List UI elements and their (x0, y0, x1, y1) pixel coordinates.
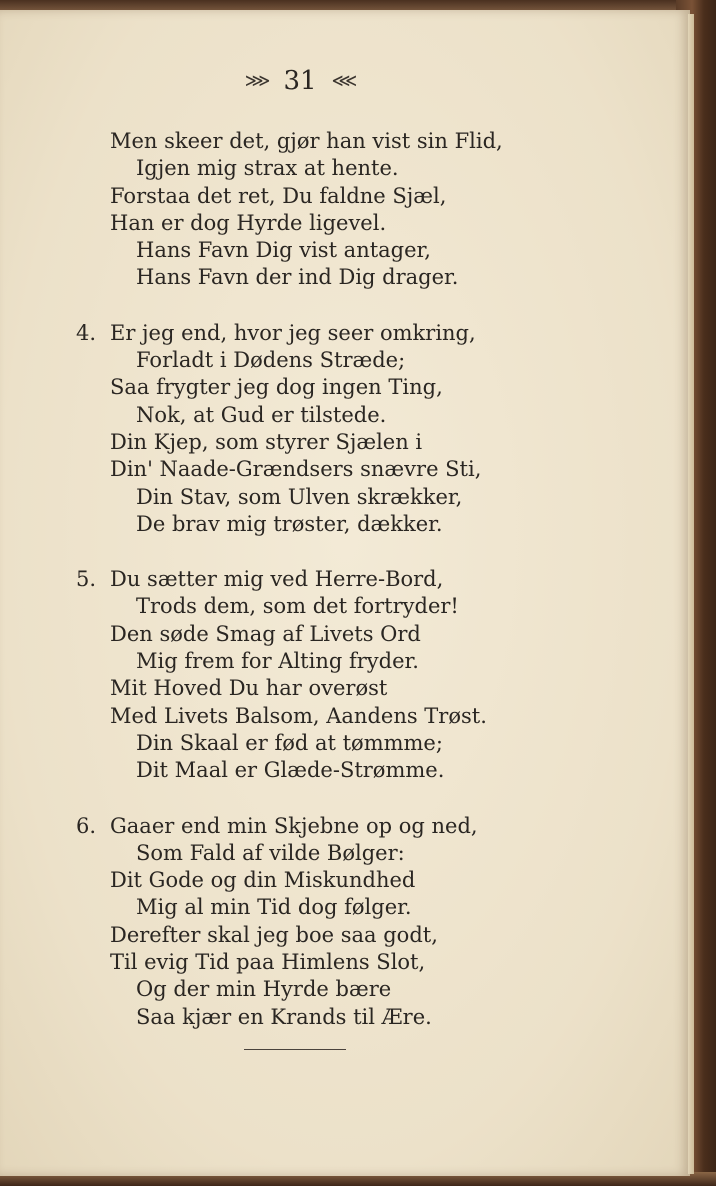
stanza (76, 320, 516, 538)
verse-line-text: Med Livets Balsom, Aandens Trøst. (110, 703, 487, 728)
verse-line-text: Som Fald af vilde Bølger: (136, 840, 405, 865)
verse-line (76, 922, 516, 949)
verse-line (76, 593, 516, 620)
verse-line-text: Du sætter mig ved Herre-Bord, (110, 567, 444, 592)
verse-line (76, 813, 516, 840)
ornament-left-icon: ⋙ (244, 70, 269, 92)
verse-line-text: Din' Naade-Grændsers snævre Sti, (110, 457, 482, 482)
stanza-number: 4. (76, 320, 97, 345)
verse-line-text: Din Kjep, som styrer Sjælen i (110, 429, 423, 454)
verse-line (76, 264, 516, 291)
verse-line (76, 347, 516, 374)
verse-line (76, 949, 516, 976)
verse-line-text: Igjen mig strax at hente. (136, 156, 399, 181)
verse-line-text: Gaaer end min Skjebne op og ned, (110, 813, 478, 838)
verse-line-text: Og der min Hyrde bære (136, 977, 392, 1002)
verse-line-text: Dit Maal er Glæde-Strømme. (136, 758, 445, 783)
verse-line-text: Saa kjær en Krands til Ære. (136, 1004, 432, 1029)
verse-line (76, 237, 516, 264)
stanza (76, 128, 516, 292)
verse-line (76, 320, 516, 347)
stanza (76, 813, 516, 1031)
verse-line (76, 128, 516, 155)
verse-line (76, 456, 516, 483)
hymn-text (76, 128, 516, 1059)
verse-line-text: Din Skaal er fød at tømmme; (136, 730, 443, 755)
verse-line-text: De brav mig trøster, dækker. (136, 511, 443, 536)
verse-line (76, 840, 516, 867)
stanza-number: 5. (76, 567, 97, 592)
verse-line (76, 648, 516, 675)
verse-line (76, 484, 516, 511)
verse-line-text: Den søde Smag af Livets Ord (110, 621, 421, 646)
ornament-right-icon: ⋘ (331, 70, 356, 92)
verse-line-text: Til evig Tid paa Himlens Slot, (110, 950, 426, 975)
verse-line (76, 210, 516, 237)
verse-line-text: Saa frygter jeg dog ingen Ting, (110, 375, 443, 400)
stanza-number: 6. (76, 813, 97, 838)
page-header (0, 66, 600, 96)
verse-line (76, 183, 516, 210)
verse-line-text: Derefter skal jeg boe saa godt, (110, 922, 438, 947)
verse-line (76, 867, 516, 894)
verse-line-text: Mig al min Tid dog følger. (136, 895, 412, 920)
verse-line-text: Mit Hoved Du har overøst (110, 676, 388, 701)
verse-line-text: Men skeer det, gjør han vist sin Flid, (110, 129, 503, 153)
verse-line-text: Forstaa det ret, Du faldne Sjæl, (110, 183, 447, 208)
verse-line (76, 894, 516, 921)
page-edge-shadow (688, 14, 694, 1174)
verse-line-text: Mig frem for Alting fryder. (136, 649, 419, 674)
verse-line (76, 703, 516, 730)
verse-line-text: Din Stav, som Ulven skrækker, (136, 484, 463, 509)
verse-line (76, 429, 516, 456)
stanza (76, 566, 516, 784)
page-number: 31 (283, 66, 317, 96)
verse-line (76, 621, 516, 648)
verse-line-text: Hans Favn der ind Dig drager. (136, 265, 459, 290)
verse-line (76, 1004, 516, 1031)
verse-line (76, 155, 516, 182)
verse-line (76, 730, 516, 757)
verse-line-text: Dit Gode og din Miskundhed (110, 868, 416, 893)
verse-line (76, 511, 516, 538)
verse-line (76, 757, 516, 784)
verse-line-text: Er jeg end, hvor jeg seer omkring, (110, 320, 476, 345)
verse-line (76, 675, 516, 702)
verse-line-text: Trods dem, som det fortryder! (136, 594, 459, 619)
verse-line (76, 402, 516, 429)
verse-line-text: Nok, at Gud er tilstede. (136, 402, 387, 427)
verse-line (76, 566, 516, 593)
verse-line (76, 976, 516, 1003)
verse-line (76, 374, 516, 401)
closing-rule (244, 1049, 346, 1050)
verse-line-text: Hans Favn Dig vist antager, (136, 238, 431, 263)
verse-line-text: Han er dog Hyrde ligevel. (110, 210, 387, 235)
verse-line-text: Forladt i Dødens Stræde; (136, 348, 406, 373)
